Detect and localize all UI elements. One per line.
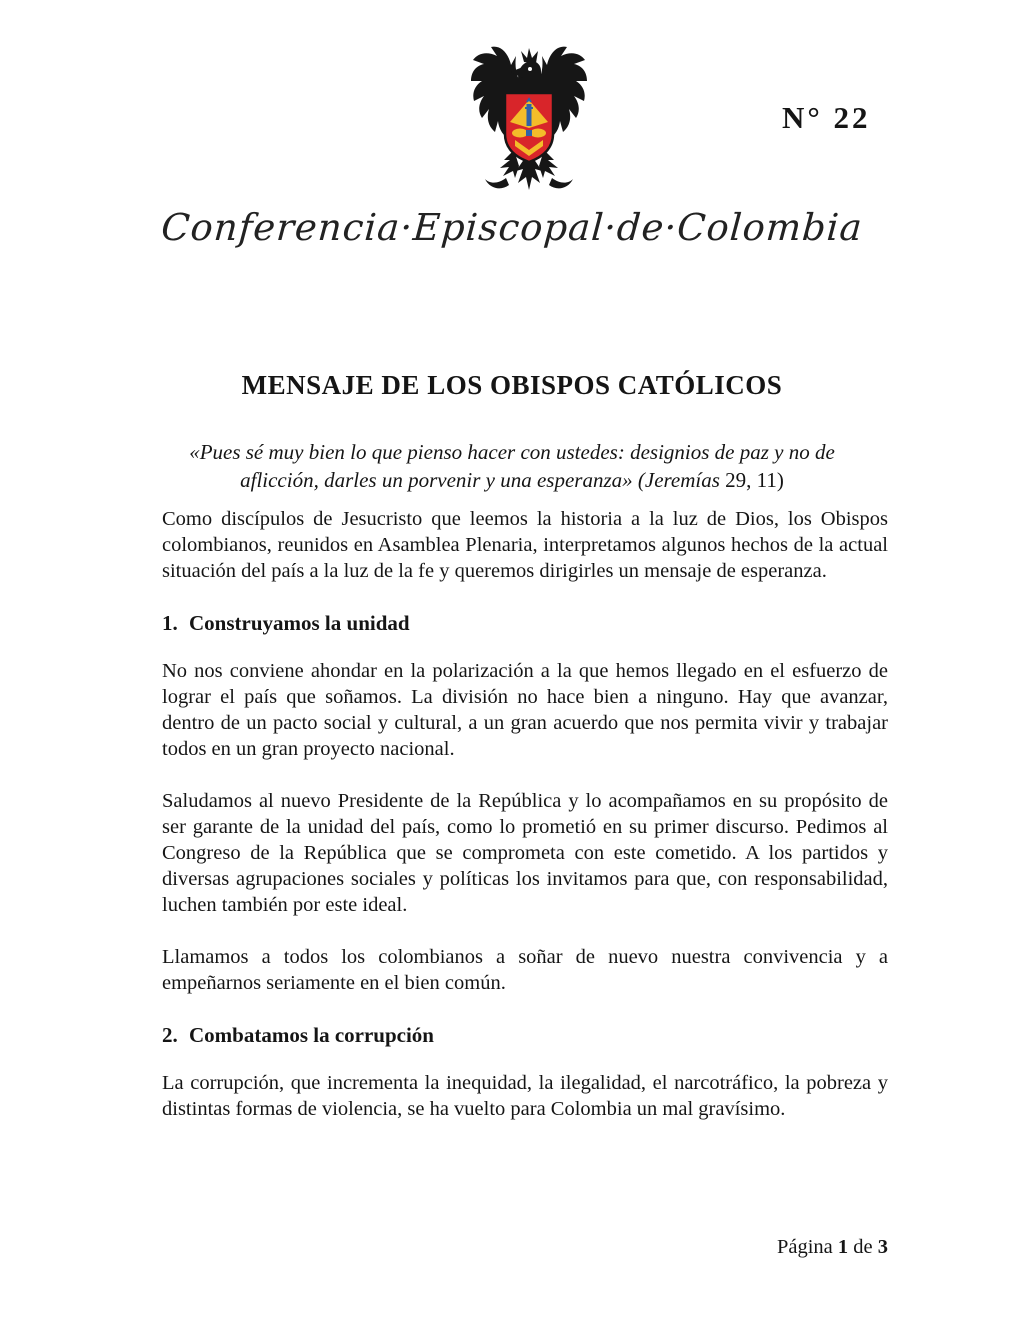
section-1-paragraph-1: No nos conviene ahondar en la polarización a la que hemos llegado en el esfuerzo de lograr el país que soñamos. La división no hace bien a ninguno. Hay que avanzar, dentro de un pacto social y cultural, a un gran acuerdo que nos permita vivir y trabajar todos en un gran proyecto nacional. — [162, 660, 888, 760]
organization-name-script: Conferencia·Episcopal·de·Colombia — [159, 206, 865, 249]
section-1-number: 1. — [162, 611, 178, 635]
section-2-paragraph-1: La corrupción, que incrementa la inequidad, la ilegalidad, el narcotráfico, la pobreza y distintas formas de violencia, se ha vuelto para Colombia un mal gravísimo. — [162, 1072, 888, 1120]
section-1-heading — [162, 610, 888, 636]
epigraph-line-1: «Pues sé muy bien lo que pienso hacer con ustedes: designios de paz y no de — [189, 440, 835, 464]
intro-paragraph: Como discípulos de Jesucristo que leemos la historia a la luz de Dios, los Obispos colombianos, reunidos en Asamblea Plenaria, interpretamos algunos hechos de la actual situación del país a la luz de la fe y queremos dirigirles un mensaje de esperanza. — [162, 508, 888, 582]
episcopal-conference-crest-icon — [470, 38, 588, 200]
epigraph-verse-reference: 29, 11) — [725, 468, 784, 492]
document-title: MENSAJE DE LOS OBISPOS CATÓLICOS — [241, 370, 783, 401]
section-2-heading — [162, 1022, 888, 1048]
section-1-paragraph-2: Saludamos al nuevo Presidente de la República y lo acompañamos en su propósito de ser garante de la unidad del país, como lo prometió en su primer discurso. Pedimos al Congreso de la República que se comprometa con este cometido. A los partidos y diversas agrupaciones sociales y políticas los invitamos para que, con responsabilidad, luchen también por este ideal. — [162, 790, 888, 916]
scripture-epigraph — [112, 438, 912, 494]
epigraph-line-2-text: aflicción, darles un porvenir y una esperanza» (Jeremías — [240, 468, 720, 492]
eagle-eye — [528, 67, 532, 71]
document-body — [162, 506, 888, 1148]
page-label: Página — [776, 1236, 833, 1258]
current-page-number: 1 — [837, 1236, 849, 1258]
of-label: de — [853, 1236, 873, 1258]
issue-number: N° 22 — [782, 100, 871, 135]
section-2-number: 2. — [162, 1023, 178, 1047]
page-indicator — [777, 1236, 888, 1259]
epigraph-line-2 — [112, 466, 912, 494]
total-pages-number: 3 — [877, 1236, 888, 1258]
section-1-title: Construyamos la unidad — [189, 611, 410, 635]
section-1-paragraph-3: Llamamos a todos los colombianos a soñar de nuevo nuestra convivencia y a empeñarnos seriamente en el bien común. — [162, 946, 888, 994]
section-2-title: Combatamos la corrupción — [189, 1023, 434, 1047]
